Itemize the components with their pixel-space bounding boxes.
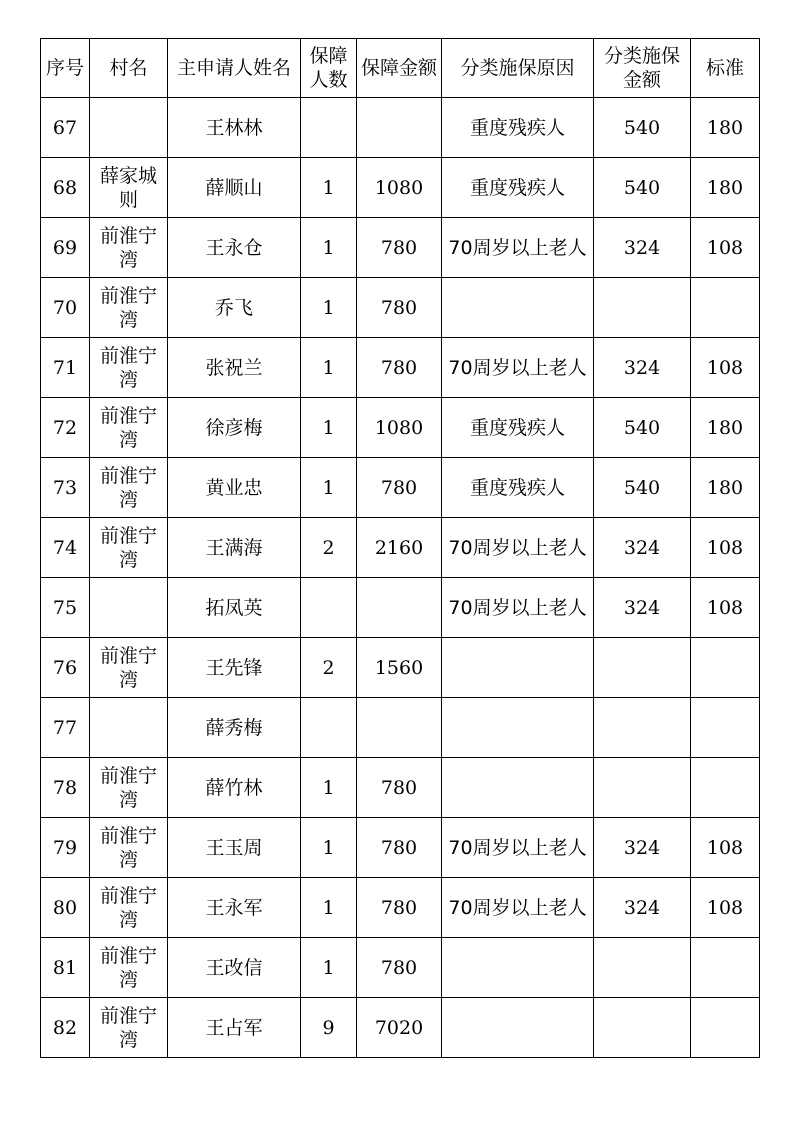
cell-applicant: 徐彦梅 <box>168 398 301 458</box>
cell-standard: 108 <box>691 218 760 278</box>
cell-amount <box>357 98 442 158</box>
cell-class-amount: 324 <box>594 218 691 278</box>
cell-amount: 780 <box>357 938 442 998</box>
header-row <box>41 39 760 98</box>
cell-reason <box>442 938 594 998</box>
cell-village: 薛家城则 <box>90 158 168 218</box>
cell-persons: 1 <box>301 218 357 278</box>
cell-seq: 77 <box>41 698 90 758</box>
header-village: 村名 <box>90 39 168 98</box>
cell-village: 前淮宁湾 <box>90 638 168 698</box>
cell-standard <box>691 998 760 1058</box>
cell-seq: 69 <box>41 218 90 278</box>
table-row <box>41 218 760 278</box>
cell-seq: 73 <box>41 458 90 518</box>
cell-applicant: 薛竹林 <box>168 758 301 818</box>
header-reason: 分类施保原因 <box>442 39 594 98</box>
cell-applicant: 王林林 <box>168 98 301 158</box>
table-row <box>41 638 760 698</box>
cell-seq: 68 <box>41 158 90 218</box>
cell-reason: 重度残疾人 <box>442 398 594 458</box>
cell-class-amount <box>594 278 691 338</box>
cell-village: 前淮宁湾 <box>90 518 168 578</box>
cell-applicant: 王永军 <box>168 878 301 938</box>
cell-village: 前淮宁湾 <box>90 458 168 518</box>
table-row <box>41 758 760 818</box>
table-row <box>41 458 760 518</box>
table-row <box>41 698 760 758</box>
cell-standard: 108 <box>691 338 760 398</box>
cell-seq: 81 <box>41 938 90 998</box>
cell-seq: 82 <box>41 998 90 1058</box>
cell-standard <box>691 698 760 758</box>
cell-class-amount: 540 <box>594 458 691 518</box>
cell-class-amount: 540 <box>594 398 691 458</box>
table-row <box>41 518 760 578</box>
cell-reason: 70周岁以上老人 <box>442 818 594 878</box>
cell-persons: 1 <box>301 398 357 458</box>
cell-reason: 70周岁以上老人 <box>442 578 594 638</box>
cell-standard: 180 <box>691 398 760 458</box>
cell-amount: 1080 <box>357 398 442 458</box>
header-persons: 保障人数 <box>301 39 357 98</box>
cell-class-amount <box>594 638 691 698</box>
cell-seq: 70 <box>41 278 90 338</box>
cell-class-amount: 540 <box>594 158 691 218</box>
header-amount: 保障金额 <box>357 39 442 98</box>
cell-reason <box>442 998 594 1058</box>
cell-village <box>90 98 168 158</box>
cell-standard: 108 <box>691 578 760 638</box>
cell-applicant: 王占军 <box>168 998 301 1058</box>
cell-seq: 76 <box>41 638 90 698</box>
cell-persons: 1 <box>301 758 357 818</box>
cell-persons: 2 <box>301 638 357 698</box>
cell-village: 前淮宁湾 <box>90 278 168 338</box>
cell-village: 前淮宁湾 <box>90 818 168 878</box>
assistance-table <box>40 38 760 1058</box>
cell-reason <box>442 638 594 698</box>
cell-applicant: 王玉周 <box>168 818 301 878</box>
cell-amount: 780 <box>357 458 442 518</box>
cell-class-amount: 540 <box>594 98 691 158</box>
cell-persons: 1 <box>301 458 357 518</box>
cell-reason: 70周岁以上老人 <box>442 878 594 938</box>
cell-applicant: 薛秀梅 <box>168 698 301 758</box>
cell-amount <box>357 698 442 758</box>
cell-seq: 79 <box>41 818 90 878</box>
cell-standard <box>691 278 760 338</box>
cell-class-amount <box>594 758 691 818</box>
cell-persons: 1 <box>301 938 357 998</box>
cell-village: 前淮宁湾 <box>90 878 168 938</box>
cell-standard: 108 <box>691 818 760 878</box>
cell-persons: 9 <box>301 998 357 1058</box>
cell-seq: 72 <box>41 398 90 458</box>
cell-reason <box>442 278 594 338</box>
cell-amount: 780 <box>357 338 442 398</box>
cell-village: 前淮宁湾 <box>90 218 168 278</box>
cell-class-amount <box>594 998 691 1058</box>
cell-standard: 180 <box>691 158 760 218</box>
cell-standard: 108 <box>691 518 760 578</box>
cell-class-amount <box>594 698 691 758</box>
cell-persons: 1 <box>301 338 357 398</box>
cell-amount: 780 <box>357 878 442 938</box>
cell-village: 前淮宁湾 <box>90 938 168 998</box>
cell-amount: 7020 <box>357 998 442 1058</box>
cell-class-amount: 324 <box>594 878 691 938</box>
cell-standard: 108 <box>691 878 760 938</box>
cell-amount: 780 <box>357 218 442 278</box>
cell-seq: 75 <box>41 578 90 638</box>
cell-class-amount: 324 <box>594 578 691 638</box>
cell-class-amount <box>594 938 691 998</box>
cell-seq: 74 <box>41 518 90 578</box>
cell-amount: 780 <box>357 818 442 878</box>
cell-reason <box>442 758 594 818</box>
cell-persons: 1 <box>301 878 357 938</box>
table-row <box>41 398 760 458</box>
cell-standard <box>691 938 760 998</box>
table-row <box>41 938 760 998</box>
cell-reason: 重度残疾人 <box>442 158 594 218</box>
cell-standard <box>691 758 760 818</box>
cell-persons: 1 <box>301 278 357 338</box>
cell-seq: 67 <box>41 98 90 158</box>
cell-applicant: 王永仓 <box>168 218 301 278</box>
cell-amount: 2160 <box>357 518 442 578</box>
table-row <box>41 158 760 218</box>
cell-class-amount: 324 <box>594 518 691 578</box>
cell-reason: 70周岁以上老人 <box>442 518 594 578</box>
table-row <box>41 818 760 878</box>
cell-persons: 1 <box>301 158 357 218</box>
cell-village <box>90 698 168 758</box>
cell-reason: 重度残疾人 <box>442 98 594 158</box>
cell-amount <box>357 578 442 638</box>
cell-standard <box>691 638 760 698</box>
cell-persons <box>301 698 357 758</box>
cell-amount: 1080 <box>357 158 442 218</box>
cell-amount: 780 <box>357 278 442 338</box>
cell-applicant: 王满海 <box>168 518 301 578</box>
cell-standard: 180 <box>691 458 760 518</box>
cell-standard: 180 <box>691 98 760 158</box>
cell-class-amount: 324 <box>594 818 691 878</box>
header-class-amount: 分类施保金额 <box>594 39 691 98</box>
cell-village: 前淮宁湾 <box>90 758 168 818</box>
cell-class-amount: 324 <box>594 338 691 398</box>
cell-reason: 重度残疾人 <box>442 458 594 518</box>
table-row <box>41 578 760 638</box>
header-standard: 标准 <box>691 39 760 98</box>
cell-reason <box>442 698 594 758</box>
cell-applicant: 拓凤英 <box>168 578 301 638</box>
cell-applicant: 王改信 <box>168 938 301 998</box>
cell-village <box>90 578 168 638</box>
cell-applicant: 张祝兰 <box>168 338 301 398</box>
cell-reason: 70周岁以上老人 <box>442 218 594 278</box>
cell-seq: 80 <box>41 878 90 938</box>
cell-applicant: 王先锋 <box>168 638 301 698</box>
table-row <box>41 278 760 338</box>
cell-applicant: 黄业忠 <box>168 458 301 518</box>
cell-applicant: 薛顺山 <box>168 158 301 218</box>
table-row <box>41 98 760 158</box>
cell-seq: 71 <box>41 338 90 398</box>
cell-amount: 1560 <box>357 638 442 698</box>
cell-seq: 78 <box>41 758 90 818</box>
cell-persons <box>301 98 357 158</box>
table-row <box>41 338 760 398</box>
table-body <box>41 98 760 1058</box>
cell-persons: 1 <box>301 818 357 878</box>
cell-reason: 70周岁以上老人 <box>442 338 594 398</box>
cell-amount: 780 <box>357 758 442 818</box>
cell-persons <box>301 578 357 638</box>
table-row <box>41 998 760 1058</box>
cell-village: 前淮宁湾 <box>90 338 168 398</box>
cell-village: 前淮宁湾 <box>90 998 168 1058</box>
cell-applicant: 乔飞 <box>168 278 301 338</box>
header-seq: 序号 <box>41 39 90 98</box>
cell-persons: 2 <box>301 518 357 578</box>
cell-village: 前淮宁湾 <box>90 398 168 458</box>
header-applicant: 主申请人姓名 <box>168 39 301 98</box>
table-row <box>41 878 760 938</box>
